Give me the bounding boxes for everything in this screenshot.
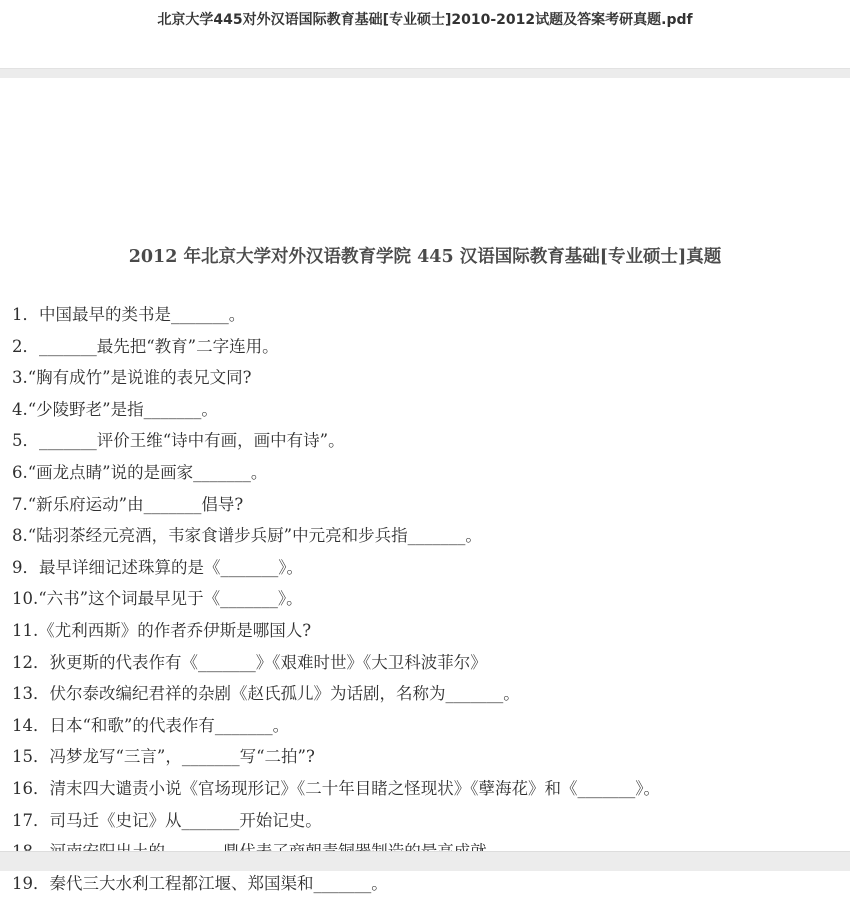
question-item: 7.“新乐府运动”由_______倡导? bbox=[12, 494, 244, 514]
question-item: 10.“六书”这个词最早见于《_______》。 bbox=[12, 589, 303, 609]
question-item: 1．中国最早的类书是_______。 bbox=[12, 305, 246, 324]
question-item: 9．最早详细记述珠算的是《_______》。 bbox=[12, 557, 303, 577]
question-item: 6.“画龙点睛”说的是画家_______。 bbox=[12, 462, 268, 482]
document-page bbox=[0, 78, 850, 893]
question-item: 14．日本“和歌”的代表作有_______。 bbox=[12, 715, 290, 735]
file-header bbox=[0, 0, 850, 68]
question-item: 4.“少陵野老”是指_______。 bbox=[12, 399, 218, 419]
question-item: 5．_______评价王维“诗中有画，画中有诗”。 bbox=[12, 431, 345, 451]
question-item: 12．狄更斯的代表作有《_______》《艰难时世》《大卫科波菲尔》 bbox=[12, 652, 487, 672]
question-item: 13．伏尔泰改编纪君祥的杂剧《赵氏孤儿》为话剧，名称为_______。 bbox=[12, 684, 520, 704]
question-item: 3.“胸有成竹”是说谁的表兄文同? bbox=[12, 368, 252, 388]
exam-title: 2012 年北京大学对外汉语教育学院 445 汉语国际教育基础[专业硕士]真题 bbox=[128, 247, 722, 267]
question-item: 8.“陆羽茶经元亮酒，韦家食谱步兵厨”中元亮和步兵指_______。 bbox=[12, 526, 482, 546]
question-item: 15．冯梦龙写“三言”，_______写“二拍”? bbox=[12, 747, 315, 767]
question-item: 17．司马迁《史记》从_______开始记史。 bbox=[12, 810, 322, 830]
page-separator-bottom bbox=[0, 851, 850, 871]
question-item: 11.《尤利西斯》的作者乔伊斯是哪国人? bbox=[12, 620, 312, 640]
question-item: 19．秦代三大水利工程都江堰、郑国渠和_______。 bbox=[12, 873, 388, 893]
question-item: 16．清末四大谴责小说《官场现形记》《二十年目睹之怪现状》《孽海花》和《_______》。 bbox=[12, 778, 660, 798]
file-title: 北京大学445对外汉语国际教育基础[专业硕士]2010-2012试题及答案考研真题.pdf bbox=[157, 12, 693, 28]
question-item: 2．_______最先把“教育”二字连用。 bbox=[12, 336, 279, 356]
question-list bbox=[12, 299, 660, 899]
